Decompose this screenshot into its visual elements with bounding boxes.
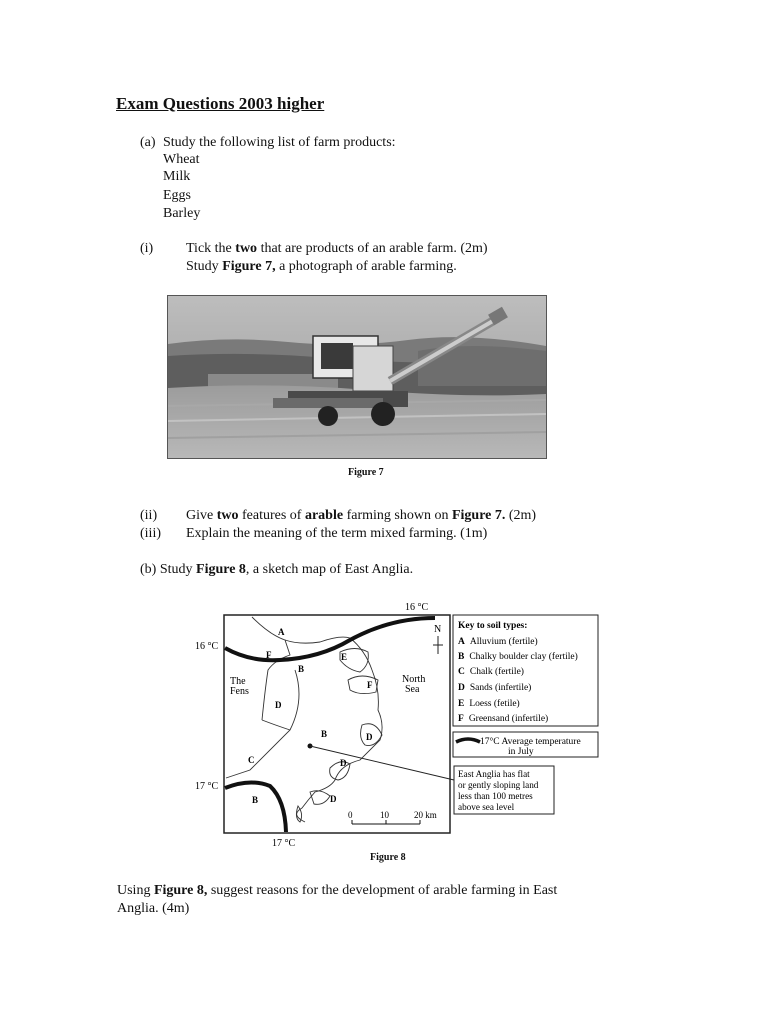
combine-harvester-image: [168, 296, 546, 458]
temperature-key-line1: 17°C Average temperature: [480, 737, 581, 747]
soil-label: D: [330, 794, 337, 804]
figure-8-map: [190, 600, 610, 870]
figure-7-caption: Figure 7: [348, 467, 384, 478]
svg-text:ELoess (fetile): E Loess (fetile): [458, 699, 520, 709]
scale-label: 0: [348, 810, 353, 820]
soil-label: D: [366, 732, 373, 742]
region-sea-line1: North: [402, 674, 426, 685]
question-iii-text: Explain the meaning of the term mixed farming. (1m): [186, 526, 488, 541]
figure-8-caption: Figure 8: [370, 852, 406, 863]
figure-7-photo: [167, 295, 547, 459]
note-line: or gently sloping land: [458, 780, 539, 790]
scale-label: 20 km: [414, 810, 437, 820]
soil-label: F: [367, 680, 373, 690]
isotherm-label-left-top: 16 °C: [195, 641, 219, 652]
soil-label: D: [340, 758, 347, 768]
region-fens-line2: Fens: [230, 686, 249, 697]
soil-label: B: [252, 795, 259, 805]
isotherm-label-top: 16 °C: [405, 602, 429, 613]
part-a-marker: (a): [140, 135, 156, 150]
question-i-line2: Study Figure 7, a photograph of arable farming.: [186, 259, 457, 274]
question-ii-text: Give two features of arable farming shown on Figure 7. (2m): [186, 508, 537, 523]
region-fens-line1: The: [230, 676, 246, 687]
isotherm-label-bottom: 17 °C: [272, 838, 296, 849]
north-label: N: [434, 624, 442, 635]
soil-label: A: [278, 627, 285, 637]
soil-label: C: [248, 755, 255, 765]
question-iii-marker: (iii): [140, 526, 161, 541]
soil-label: E: [341, 652, 348, 662]
temperature-key-line2: in July: [508, 747, 534, 757]
svg-text:FGreensand (infertile): F Greensand (infertile): [458, 714, 549, 724]
svg-text:DSands (infertile): D Sands (infertile): [458, 683, 532, 693]
svg-text:AAlluvium (fertile): A Alluvium (fertile): [458, 637, 538, 647]
page-title: Exam Questions 2003 higher: [116, 94, 325, 113]
note-line: East Anglia has flat: [458, 769, 530, 779]
note-line: less than 100 metres: [458, 791, 533, 801]
soil-label: B: [321, 729, 328, 739]
region-sea-line2: Sea: [405, 684, 420, 695]
isotherm-label-left-bottom: 17 °C: [195, 781, 219, 792]
svg-text:CChalk (fertile): C Chalk (fertile): [458, 667, 524, 677]
part-a-intro: Study the following list of farm products:: [163, 135, 396, 150]
part-b-text: (b) Study Figure 8, a sketch map of East Anglia.: [140, 562, 414, 577]
product-item: Barley: [163, 206, 201, 221]
final-question-line1: Using Figure 8, suggest reasons for the development of arable farming in East: [117, 883, 558, 898]
note-line: above sea level: [458, 802, 515, 812]
question-i-line1: Tick the two that are products of an arable farm. (2m): [186, 241, 488, 256]
scale-label: 10: [380, 810, 389, 820]
soil-label: D: [275, 700, 282, 710]
product-item: Milk: [163, 169, 191, 184]
soil-label: B: [298, 664, 305, 674]
soil-label: F: [266, 650, 272, 660]
final-question-line2: Anglia. (4m): [117, 901, 190, 916]
question-ii-marker: (ii): [140, 508, 158, 523]
product-item: Wheat: [163, 152, 200, 167]
product-item: Eggs: [163, 188, 191, 203]
question-i-marker: (i): [140, 241, 154, 256]
soil-key-title: Key to soil types:: [458, 621, 528, 631]
svg-text:BChalky boulder clay (fertile): B Chalky boulder clay (fertile): [458, 652, 578, 662]
